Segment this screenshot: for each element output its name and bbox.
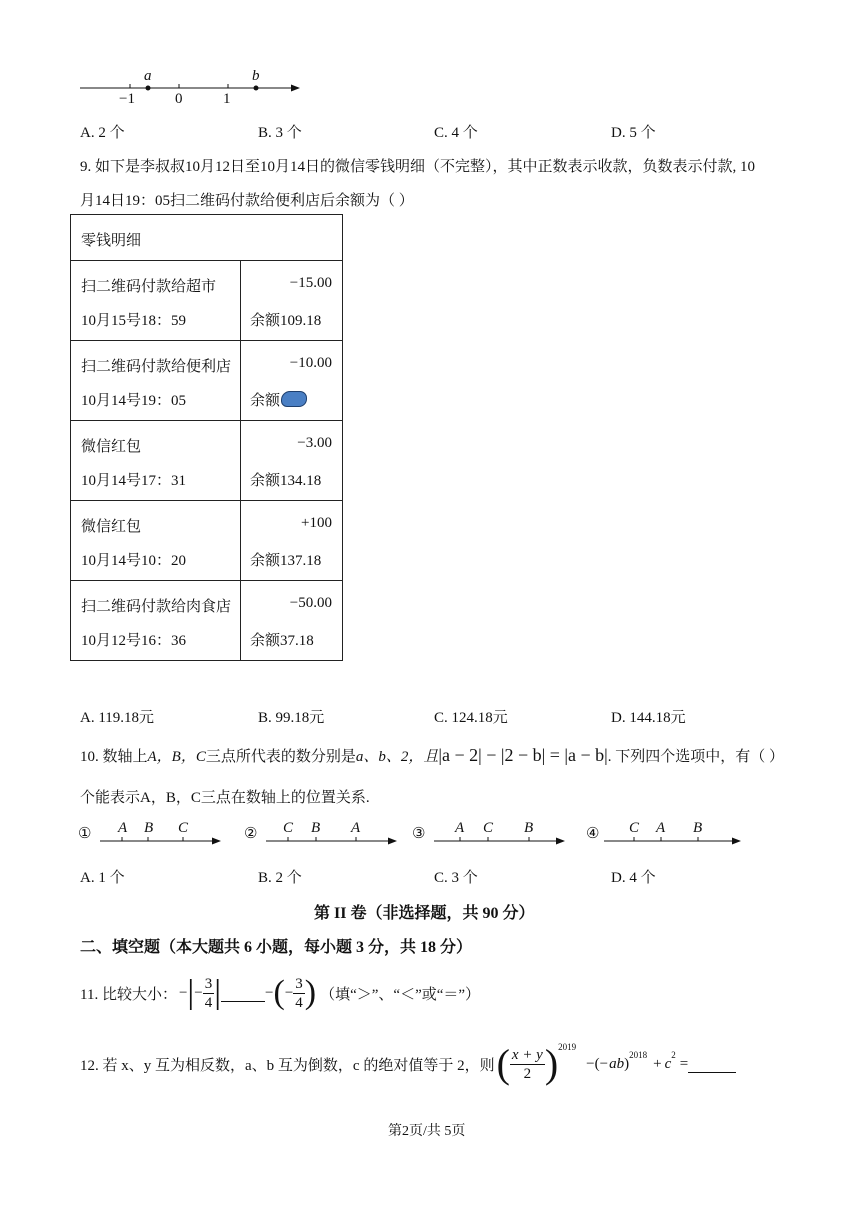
point-a-label: a <box>144 68 152 84</box>
row-time: 10月14号10：20 <box>81 553 187 569</box>
q10-diagram-1 <box>78 820 228 850</box>
q12-answer-blank <box>688 1072 736 1073</box>
diagram-index: ③ <box>412 826 426 842</box>
table-row <box>71 341 343 421</box>
q10-stem-post: . 下列四个选项中，有（ ） <box>607 749 785 765</box>
row-balance: 余额137.18 <box>250 553 322 569</box>
diagram-2-point-3: A <box>351 820 361 836</box>
ledger-title: 零钱明细 <box>71 215 343 261</box>
table-row <box>71 421 343 501</box>
diagram-3-point-2: C <box>483 820 494 836</box>
row-time: 10月12号16：36 <box>81 633 187 649</box>
row-desc: 扫二维码付款给便利店 <box>81 359 232 375</box>
q11-suffix: （填“＞”、“＜”或“＝”） <box>320 986 481 1003</box>
tick-label-neg1: −1 <box>119 91 135 107</box>
q10-option-a: A. 1 个 <box>80 870 125 886</box>
row-time: 10月14号17：31 <box>81 473 187 489</box>
q12-line: 12. 若 x、y 互为相反数，a、b 互为倒数，c 的绝对值等于 2，则 ( $\frac{x + y}{2}$ ) $^{2019}$ −(− ab ) $^{2018}$ + c $^2$ = <box>80 1040 736 1088</box>
q10-stem-pre: 10. 数轴上 <box>80 749 148 765</box>
number-line-q8 <box>78 66 308 112</box>
diagram-3-point-1: A <box>455 820 465 836</box>
ink-blot-icon <box>281 391 307 407</box>
table-row <box>71 501 343 581</box>
row-balance: 余额134.18 <box>250 473 322 489</box>
q10-abs-formula: |a − 2| − |2 − b| = |a − b| <box>438 745 608 765</box>
q9-option-d: D. 144.18元 <box>611 710 686 726</box>
tick-label-1: 1 <box>223 91 231 107</box>
page-footer: 第2页/共 5页 <box>388 1124 466 1139</box>
q9-option-b: B. 99.18元 <box>258 710 325 726</box>
table-row <box>71 261 343 341</box>
q9-stem-line1: 9. 如下是李叔叔10月12日至10月14日的微信零钱明细（不完整），其中正数表示收款，负数表示付款, 10 <box>80 159 756 175</box>
q10-diagram-4 <box>586 820 746 850</box>
q11-prefix: 11. 比较大小： <box>80 986 177 1003</box>
row-amount: −50.00 <box>289 595 332 611</box>
q8-option-a: A. 2 个 <box>80 125 125 141</box>
q11-fraction-left: $\frac{3}{4}$ <box>204 975 213 1011</box>
diagram-index: ② <box>244 826 258 842</box>
q10-option-b: B. 2 个 <box>258 870 302 886</box>
part-2-heading: 二、填空题（本大题共 6 小题，每小题 3 分，共 18 分） <box>80 939 473 956</box>
row-amount: −10.00 <box>289 355 332 371</box>
q9-option-a: A. 119.18元 <box>80 710 155 726</box>
diagram-2-point-2: B <box>311 820 321 836</box>
diagram-1-point-3: C <box>178 820 189 836</box>
diagram-4-point-3: B <box>693 820 703 836</box>
table-row <box>71 581 343 661</box>
diagram-4-point-2: A <box>656 820 666 836</box>
q8-option-d: D. 5 个 <box>611 125 656 141</box>
q10-option-d: D. 4 个 <box>611 870 656 886</box>
row-time: 10月15号18：59 <box>81 313 187 329</box>
diagram-4-axis <box>604 820 746 850</box>
row-balance: 余额37.18 <box>250 633 314 649</box>
row-desc: 微信红包 <box>81 519 142 535</box>
row-balance: 余额 <box>250 393 281 409</box>
q9-stem-line2: 月14日19：05扫二维码付款给便利店后余额为（ ） <box>80 193 414 209</box>
q10-stem-mid: 三点所代表的数分别是 <box>205 749 356 765</box>
section-2-title: 第 II 卷（非选择题，共 90 分） <box>314 905 535 922</box>
q9-option-c: C. 124.18元 <box>434 710 508 726</box>
diagram-index: ④ <box>586 826 600 842</box>
q11-fraction-right: $\frac{3}{4}$ <box>295 975 303 1011</box>
q10-option-c: C. 3 个 <box>434 870 478 886</box>
q8-option-b: B. 3 个 <box>258 125 302 141</box>
row-amount: +100 <box>301 515 332 531</box>
row-desc: 扫二维码付款给超市 <box>81 279 217 295</box>
q12-exp-2019: 2019 <box>558 1042 577 1052</box>
wallet-ledger-table <box>70 214 343 661</box>
q12-text: 12. 若 x、y 互为相反数，a、b 互为倒数，c 的绝对值等于 2，则 <box>80 1057 495 1074</box>
q11-answer-blank <box>221 1001 265 1002</box>
point-b-label: b <box>252 68 260 84</box>
q12-fraction: $\frac{x + y}{2}$ <box>511 1046 543 1082</box>
q10-stem-line2: 个能表示A，B，C三点在数轴上的位置关系. <box>80 790 370 806</box>
q10-diagram-3 <box>412 820 572 850</box>
row-desc: 微信红包 <box>81 439 142 455</box>
diagram-index: ① <box>78 826 92 842</box>
q10-diagram-2 <box>244 820 404 850</box>
q10-points: A，B，C <box>147 749 206 765</box>
row-amount: −3.00 <box>297 435 332 451</box>
tick-label-0: 0 <box>175 91 183 107</box>
q10-values: a、b、2，且 <box>355 749 439 765</box>
row-amount: −15.00 <box>289 275 332 291</box>
row-desc: 扫二维码付款给肉食店 <box>81 599 232 615</box>
q10-stem-line1 <box>80 745 784 766</box>
row-balance: 余额109.18 <box>250 313 322 329</box>
diagram-3-point-3: B <box>524 820 534 836</box>
diagram-2-point-1: C <box>283 820 294 836</box>
diagram-1-point-1: A <box>118 820 128 836</box>
diagram-4-point-1: C <box>629 820 640 836</box>
q11-line: 11. 比较大小： − | − $\frac{3}{4}$ | − ( − $\frac{3}{4}$ ) （填“＞”、“＜”或“＝”） <box>80 974 481 1011</box>
diagram-1-point-2: B <box>144 820 154 836</box>
q8-option-c: C. 4 个 <box>434 125 478 141</box>
row-time: 10月14号19：05 <box>81 393 187 409</box>
q12-exp-2: 2 <box>671 1050 676 1060</box>
q12-exp-2018: 2018 <box>629 1050 648 1060</box>
